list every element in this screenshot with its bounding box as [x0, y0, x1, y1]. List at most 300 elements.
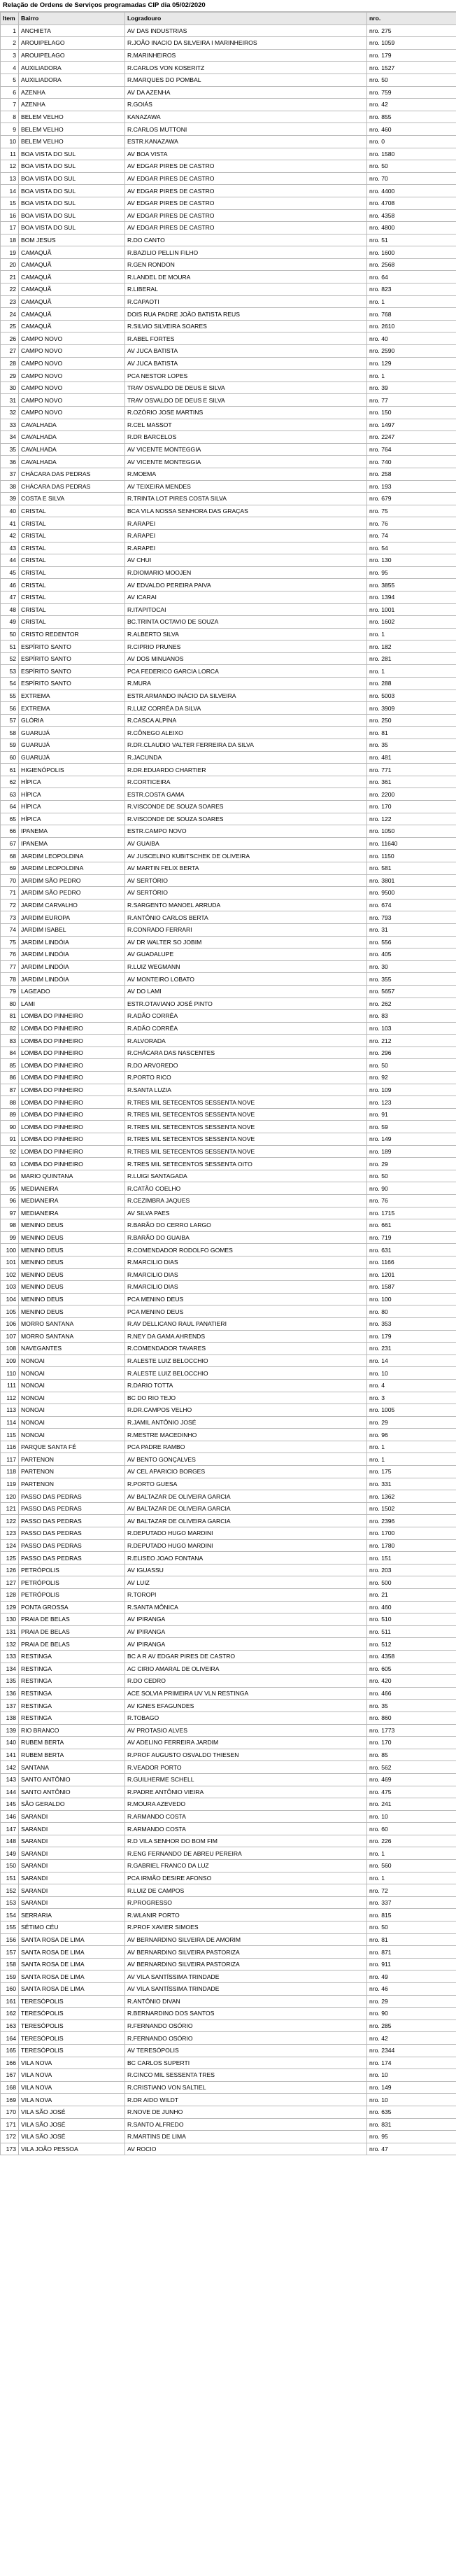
- cell-nro[interactable]: nro. 77: [367, 394, 456, 407]
- cell-bairro[interactable]: TERESÓPOLIS: [19, 1995, 125, 2008]
- cell-logradouro[interactable]: AV BALTAZAR DE OLIVEIRA GARCIA: [125, 1490, 367, 1503]
- cell-logradouro[interactable]: R.TRES MIL SETECENTOS SESSENTA NOVE: [125, 1108, 367, 1121]
- cell-item[interactable]: 2: [1, 37, 19, 50]
- cell-bairro[interactable]: JARDIM EUROPA: [19, 911, 125, 924]
- cell-bairro[interactable]: BOM JESUS: [19, 234, 125, 246]
- cell-logradouro[interactable]: R.ANTÔNIO CARLOS BERTA: [125, 911, 367, 924]
- cell-nro[interactable]: nro. 4708: [367, 197, 456, 209]
- cell-bairro[interactable]: CAVALHADA: [19, 419, 125, 431]
- cell-logradouro[interactable]: AV EDGAR PIRES DE CASTRO: [125, 209, 367, 222]
- cell-bairro[interactable]: MEDIANEIRA: [19, 1182, 125, 1195]
- cell-logradouro[interactable]: AV TERESÓPOLIS: [125, 2044, 367, 2057]
- cell-bairro[interactable]: HÍPICA: [19, 813, 125, 825]
- cell-nro[interactable]: nro. 855: [367, 111, 456, 123]
- cell-logradouro[interactable]: R.DO CANTO: [125, 234, 367, 246]
- cell-item[interactable]: 76: [1, 948, 19, 961]
- cell-logradouro[interactable]: R.CÔNEGO ALEIXO: [125, 727, 367, 739]
- cell-nro[interactable]: nro. 631: [367, 1244, 456, 1256]
- cell-nro[interactable]: nro. 64: [367, 271, 456, 284]
- cell-logradouro[interactable]: AV EDGAR PIRES DE CASTRO: [125, 185, 367, 197]
- cell-bairro[interactable]: CRISTAL: [19, 591, 125, 603]
- cell-bairro[interactable]: SANTA ROSA DE LIMA: [19, 1946, 125, 1959]
- cell-logradouro[interactable]: ACE SOLVIA PRIMEIRA UV VLN RESTINGA: [125, 1687, 367, 1700]
- cell-bairro[interactable]: JARDIM CARVALHO: [19, 899, 125, 911]
- cell-item[interactable]: 155: [1, 1921, 19, 1934]
- cell-nro[interactable]: nro. 4358: [367, 209, 456, 222]
- cell-logradouro[interactable]: R.LUIZ CORRÊA DA SILVA: [125, 702, 367, 715]
- cell-item[interactable]: 116: [1, 1441, 19, 1453]
- cell-nro[interactable]: nro. 21: [367, 1589, 456, 1602]
- cell-nro[interactable]: nro. 10: [367, 2069, 456, 2082]
- cell-logradouro[interactable]: R.ELISEO JOAO FONTANA: [125, 1552, 367, 1564]
- cell-logradouro[interactable]: ESTR.KANAZAWA: [125, 135, 367, 148]
- cell-nro[interactable]: nro. 50: [367, 74, 456, 86]
- cell-item[interactable]: 83: [1, 1035, 19, 1047]
- cell-bairro[interactable]: JARDIM LINDÓIA: [19, 960, 125, 973]
- cell-bairro[interactable]: VILA NOVA: [19, 2069, 125, 2082]
- cell-item[interactable]: 119: [1, 1478, 19, 1490]
- cell-nro[interactable]: nro. 353: [367, 1317, 456, 1330]
- cell-item[interactable]: 145: [1, 1798, 19, 1811]
- cell-logradouro[interactable]: R.ALVORADA: [125, 1035, 367, 1047]
- cell-logradouro[interactable]: R.LUIGI SANTAGADA: [125, 1170, 367, 1182]
- cell-logradouro[interactable]: R.DR BARCELOS: [125, 431, 367, 444]
- cell-item[interactable]: 74: [1, 923, 19, 936]
- cell-logradouro[interactable]: AV JUCA BATISTA: [125, 345, 367, 358]
- cell-logradouro[interactable]: R.DARIO TOTTA: [125, 1379, 367, 1392]
- cell-bairro[interactable]: LOMBA DO PINHEIRO: [19, 1145, 125, 1158]
- cell-bairro[interactable]: SANTA ROSA DE LIMA: [19, 1958, 125, 1970]
- cell-nro[interactable]: nro. 2568: [367, 258, 456, 271]
- cell-item[interactable]: 51: [1, 640, 19, 653]
- cell-nro[interactable]: nro. 170: [367, 801, 456, 813]
- cell-logradouro[interactable]: R.LUIZ WEGMANN: [125, 960, 367, 973]
- cell-logradouro[interactable]: R.SANTO ALFREDO: [125, 2118, 367, 2131]
- cell-logradouro[interactable]: R.PROF XAVIER SIMOES: [125, 1921, 367, 1934]
- cell-bairro[interactable]: PASSO DAS PEDRAS: [19, 1539, 125, 1552]
- cell-nro[interactable]: nro. 4800: [367, 222, 456, 234]
- cell-item[interactable]: 6: [1, 86, 19, 99]
- cell-item[interactable]: 131: [1, 1625, 19, 1638]
- cell-bairro[interactable]: NONOAI: [19, 1379, 125, 1392]
- cell-logradouro[interactable]: AV GUAIBA: [125, 837, 367, 850]
- cell-logradouro[interactable]: R.ADÃO CORRÊA: [125, 1010, 367, 1023]
- cell-nro[interactable]: nro. 764: [367, 443, 456, 456]
- cell-logradouro[interactable]: R.FERNANDO OSÓRIO: [125, 2019, 367, 2032]
- cell-logradouro[interactable]: R.FERNANDO OSÓRIO: [125, 2032, 367, 2045]
- cell-bairro[interactable]: NONOAI: [19, 1392, 125, 1404]
- cell-item[interactable]: 54: [1, 678, 19, 690]
- cell-bairro[interactable]: LOMBA DO PINHEIRO: [19, 1158, 125, 1170]
- cell-bairro[interactable]: LOMBA DO PINHEIRO: [19, 1084, 125, 1096]
- cell-nro[interactable]: nro. 40: [367, 332, 456, 345]
- cell-logradouro[interactable]: R.ITAPITOCAI: [125, 603, 367, 616]
- cell-bairro[interactable]: PRAIA DE BELAS: [19, 1625, 125, 1638]
- cell-logradouro[interactable]: R.ARAPEI: [125, 529, 367, 542]
- cell-logradouro[interactable]: R.MARCILIO DIAS: [125, 1256, 367, 1268]
- cell-logradouro[interactable]: AV VICENTE MONTEGGIA: [125, 456, 367, 468]
- cell-nro[interactable]: nro. 3: [367, 1392, 456, 1404]
- cell-item[interactable]: 15: [1, 197, 19, 209]
- cell-logradouro[interactable]: R.VEADOR PORTO: [125, 1761, 367, 1774]
- cell-nro[interactable]: nro. 1: [367, 628, 456, 640]
- cell-logradouro[interactable]: R.MARCILIO DIAS: [125, 1268, 367, 1281]
- cell-logradouro[interactable]: R.ENG FERNANDO DE ABREU PEREIRA: [125, 1847, 367, 1860]
- cell-item[interactable]: 127: [1, 1576, 19, 1589]
- cell-item[interactable]: 64: [1, 801, 19, 813]
- cell-nro[interactable]: nro. 1005: [367, 1404, 456, 1417]
- cell-nro[interactable]: nro. 288: [367, 678, 456, 690]
- cell-nro[interactable]: nro. 1602: [367, 616, 456, 629]
- cell-bairro[interactable]: IPANEMA: [19, 837, 125, 850]
- cell-item[interactable]: 132: [1, 1638, 19, 1651]
- cell-item[interactable]: 46: [1, 579, 19, 592]
- cell-item[interactable]: 9: [1, 123, 19, 136]
- cell-logradouro[interactable]: R.ALESTE LUIZ BELOCCHIO: [125, 1354, 367, 1367]
- cell-nro[interactable]: nro. 460: [367, 1601, 456, 1614]
- cell-logradouro[interactable]: R.TRES MIL SETECENTOS SESSENTA NOVE: [125, 1096, 367, 1109]
- cell-bairro[interactable]: VILA NOVA: [19, 2057, 125, 2069]
- cell-logradouro[interactable]: R.CEL MASSOT: [125, 419, 367, 431]
- cell-nro[interactable]: nro. 466: [367, 1687, 456, 1700]
- cell-item[interactable]: 56: [1, 702, 19, 715]
- cell-item[interactable]: 99: [1, 1231, 19, 1244]
- cell-nro[interactable]: nro. 3909: [367, 702, 456, 715]
- cell-nro[interactable]: nro. 60: [367, 1823, 456, 1835]
- cell-item[interactable]: 75: [1, 936, 19, 948]
- cell-nro[interactable]: nro. 296: [367, 1046, 456, 1059]
- cell-bairro[interactable]: SARANDI: [19, 1835, 125, 1847]
- cell-bairro[interactable]: RESTINGA: [19, 1650, 125, 1662]
- cell-logradouro[interactable]: R.CONRADO FERRARI: [125, 923, 367, 936]
- cell-bairro[interactable]: BOA VISTA DO SUL: [19, 172, 125, 185]
- cell-nro[interactable]: nro. 2200: [367, 788, 456, 801]
- cell-nro[interactable]: nro. 1700: [367, 1527, 456, 1540]
- cell-bairro[interactable]: PASSO DAS PEDRAS: [19, 1490, 125, 1503]
- cell-item[interactable]: 42: [1, 529, 19, 542]
- cell-bairro[interactable]: CRISTAL: [19, 529, 125, 542]
- cell-logradouro[interactable]: R.COMENDADOR RODOLFO GOMES: [125, 1244, 367, 1256]
- cell-logradouro[interactable]: BC A R AV EDGAR PIRES DE CASTRO: [125, 1650, 367, 1662]
- cell-nro[interactable]: nro. 5657: [367, 985, 456, 997]
- cell-logradouro[interactable]: R.GUILHERME SCHELL: [125, 1773, 367, 1786]
- cell-logradouro[interactable]: R.WLANIR PORTO: [125, 1909, 367, 1921]
- cell-item[interactable]: 115: [1, 1429, 19, 1441]
- cell-item[interactable]: 88: [1, 1096, 19, 1109]
- cell-bairro[interactable]: SERRARIA: [19, 1909, 125, 1921]
- cell-item[interactable]: 43: [1, 542, 19, 554]
- cell-nro[interactable]: nro. 337: [367, 1896, 456, 1909]
- cell-bairro[interactable]: BELEM VELHO: [19, 123, 125, 136]
- cell-item[interactable]: 67: [1, 837, 19, 850]
- cell-logradouro[interactable]: R.BERNARDINO DOS SANTOS: [125, 2008, 367, 2020]
- cell-nro[interactable]: nro. 5003: [367, 690, 456, 702]
- cell-bairro[interactable]: VILA SÃO JOSÉ: [19, 2118, 125, 2131]
- cell-logradouro[interactable]: R.DR.EDUARDO CHARTIER: [125, 764, 367, 776]
- cell-bairro[interactable]: JARDIM SÃO PEDRO: [19, 887, 125, 899]
- cell-nro[interactable]: nro. 510: [367, 1614, 456, 1626]
- cell-nro[interactable]: nro. 275: [367, 24, 456, 37]
- cell-nro[interactable]: nro. 331: [367, 1478, 456, 1490]
- cell-nro[interactable]: nro. 500: [367, 1576, 456, 1589]
- cell-bairro[interactable]: RESTINGA: [19, 1700, 125, 1712]
- cell-nro[interactable]: nro. 581: [367, 862, 456, 874]
- cell-nro[interactable]: nro. 122: [367, 813, 456, 825]
- cell-nro[interactable]: nro. 46: [367, 1983, 456, 1996]
- cell-nro[interactable]: nro. 1: [367, 1847, 456, 1860]
- cell-nro[interactable]: nro. 81: [367, 1933, 456, 1946]
- cell-nro[interactable]: nro. 95: [367, 2131, 456, 2143]
- cell-bairro[interactable]: CAMAQUÃ: [19, 246, 125, 259]
- cell-item[interactable]: 148: [1, 1835, 19, 1847]
- cell-item[interactable]: 124: [1, 1539, 19, 1552]
- cell-bairro[interactable]: HÍPICA: [19, 776, 125, 788]
- cell-nro[interactable]: nro. 2396: [367, 1515, 456, 1527]
- cell-logradouro[interactable]: R.VISCONDE DE SOUZA SOARES: [125, 801, 367, 813]
- cell-nro[interactable]: nro. 475: [367, 1786, 456, 1798]
- cell-logradouro[interactable]: R.CATÃO COELHO: [125, 1182, 367, 1195]
- cell-bairro[interactable]: JARDIM LEOPOLDINA: [19, 850, 125, 862]
- cell-item[interactable]: 160: [1, 1983, 19, 1996]
- cell-item[interactable]: 133: [1, 1650, 19, 1662]
- cell-nro[interactable]: nro. 231: [367, 1343, 456, 1355]
- cell-logradouro[interactable]: AV TEIXEIRA MENDES: [125, 480, 367, 493]
- cell-item[interactable]: 45: [1, 566, 19, 579]
- cell-logradouro[interactable]: BC DO RIO TEJO: [125, 1392, 367, 1404]
- cell-logradouro[interactable]: R.NEY DA GAMA AHRENDS: [125, 1330, 367, 1343]
- cell-nro[interactable]: nro. 83: [367, 1010, 456, 1023]
- cell-logradouro[interactable]: KANAZAWA: [125, 111, 367, 123]
- cell-nro[interactable]: nro. 1497: [367, 419, 456, 431]
- cell-bairro[interactable]: IPANEMA: [19, 825, 125, 838]
- cell-item[interactable]: 100: [1, 1244, 19, 1256]
- cell-item[interactable]: 86: [1, 1072, 19, 1084]
- cell-logradouro[interactable]: PCA PADRE RAMBO: [125, 1441, 367, 1453]
- cell-bairro[interactable]: BOA VISTA DO SUL: [19, 160, 125, 173]
- cell-bairro[interactable]: PASSO DAS PEDRAS: [19, 1552, 125, 1564]
- cell-nro[interactable]: nro. 80: [367, 1306, 456, 1318]
- cell-nro[interactable]: nro. 149: [367, 2081, 456, 2094]
- cell-bairro[interactable]: TERESÓPOLIS: [19, 2032, 125, 2045]
- cell-item[interactable]: 38: [1, 480, 19, 493]
- cell-bairro[interactable]: JARDIM LEOPOLDINA: [19, 862, 125, 874]
- cell-bairro[interactable]: LOMBA DO PINHEIRO: [19, 1010, 125, 1023]
- cell-logradouro[interactable]: R.BARÃO DO GUAIBA: [125, 1231, 367, 1244]
- cell-logradouro[interactable]: AV LUIZ: [125, 1576, 367, 1589]
- cell-nro[interactable]: nro. 469: [367, 1773, 456, 1786]
- cell-logradouro[interactable]: R.SANTA LUZIA: [125, 1084, 367, 1096]
- cell-logradouro[interactable]: R.JOÃO INACIO DA SILVEIRA I MARINHEIROS: [125, 37, 367, 50]
- cell-nro[interactable]: nro. 212: [367, 1035, 456, 1047]
- cell-bairro[interactable]: CHÁCARA DAS PEDRAS: [19, 480, 125, 493]
- cell-nro[interactable]: nro. 793: [367, 911, 456, 924]
- cell-logradouro[interactable]: AV BERNARDINO SILVEIRA DE AMORIM: [125, 1933, 367, 1946]
- cell-item[interactable]: 71: [1, 887, 19, 899]
- cell-nro[interactable]: nro. 1: [367, 1453, 456, 1466]
- cell-item[interactable]: 110: [1, 1367, 19, 1380]
- cell-bairro[interactable]: LAGEADO: [19, 985, 125, 997]
- cell-logradouro[interactable]: AV DR WALTER SO JOBIM: [125, 936, 367, 948]
- cell-item[interactable]: 63: [1, 788, 19, 801]
- cell-item[interactable]: 7: [1, 99, 19, 111]
- cell-bairro[interactable]: AROUIPELAGO: [19, 37, 125, 50]
- cell-nro[interactable]: nro. 1773: [367, 1724, 456, 1737]
- cell-logradouro[interactable]: R.SILVIO SILVEIRA SOARES: [125, 320, 367, 332]
- cell-nro[interactable]: nro. 91: [367, 1108, 456, 1121]
- cell-nro[interactable]: nro. 511: [367, 1625, 456, 1638]
- cell-logradouro[interactable]: R.PORTO RICO: [125, 1072, 367, 1084]
- cell-logradouro[interactable]: ESTR.COSTA GAMA: [125, 788, 367, 801]
- cell-item[interactable]: 165: [1, 2044, 19, 2057]
- cell-item[interactable]: 114: [1, 1416, 19, 1429]
- cell-logradouro[interactable]: R.CRISTIANO VON SALTIEL: [125, 2081, 367, 2094]
- cell-logradouro[interactable]: R.NOVE DE JUNHO: [125, 2106, 367, 2118]
- cell-bairro[interactable]: CRISTAL: [19, 517, 125, 530]
- cell-item[interactable]: 1: [1, 24, 19, 37]
- cell-item[interactable]: 58: [1, 727, 19, 739]
- cell-logradouro[interactable]: R.DO ARVOREDO: [125, 1059, 367, 1072]
- cell-logradouro[interactable]: AV EDGAR PIRES DE CASTRO: [125, 172, 367, 185]
- cell-bairro[interactable]: LOMBA DO PINHEIRO: [19, 1121, 125, 1133]
- cell-logradouro[interactable]: R.CORTICEIRA: [125, 776, 367, 788]
- cell-logradouro[interactable]: R.DEPUTADO HUGO MARDINI: [125, 1527, 367, 1540]
- cell-nro[interactable]: nro. 74: [367, 529, 456, 542]
- cell-nro[interactable]: nro. 285: [367, 2019, 456, 2032]
- cell-logradouro[interactable]: AV MARTIN FELIX BERTA: [125, 862, 367, 874]
- cell-nro[interactable]: nro. 1: [367, 370, 456, 382]
- cell-bairro[interactable]: PARTENON: [19, 1478, 125, 1490]
- cell-item[interactable]: 107: [1, 1330, 19, 1343]
- cell-nro[interactable]: nro. 75: [367, 505, 456, 517]
- cell-nro[interactable]: nro. 1201: [367, 1268, 456, 1281]
- cell-item[interactable]: 92: [1, 1145, 19, 1158]
- cell-nro[interactable]: nro. 109: [367, 1084, 456, 1096]
- cell-item[interactable]: 39: [1, 493, 19, 505]
- cell-nro[interactable]: nro. 759: [367, 86, 456, 99]
- cell-nro[interactable]: nro. 2590: [367, 345, 456, 358]
- cell-nro[interactable]: nro. 1: [367, 1872, 456, 1884]
- cell-item[interactable]: 85: [1, 1059, 19, 1072]
- cell-logradouro[interactable]: R.MURA: [125, 678, 367, 690]
- cell-item[interactable]: 154: [1, 1909, 19, 1921]
- cell-nro[interactable]: nro. 1059: [367, 37, 456, 50]
- cell-bairro[interactable]: CAMPO NOVO: [19, 357, 125, 370]
- cell-bairro[interactable]: EXTREMA: [19, 690, 125, 702]
- cell-item[interactable]: 163: [1, 2019, 19, 2032]
- cell-item[interactable]: 141: [1, 1749, 19, 1761]
- cell-item[interactable]: 87: [1, 1084, 19, 1096]
- cell-nro[interactable]: nro. 30: [367, 960, 456, 973]
- cell-item[interactable]: 4: [1, 62, 19, 74]
- cell-nro[interactable]: nro. 10: [367, 1367, 456, 1380]
- cell-logradouro[interactable]: AV ROCIO: [125, 2143, 367, 2155]
- cell-item[interactable]: 17: [1, 222, 19, 234]
- cell-item[interactable]: 156: [1, 1933, 19, 1946]
- cell-nro[interactable]: nro. 150: [367, 407, 456, 419]
- cell-item[interactable]: 66: [1, 825, 19, 838]
- cell-nro[interactable]: nro. 361: [367, 776, 456, 788]
- cell-item[interactable]: 166: [1, 2057, 19, 2069]
- cell-bairro[interactable]: SANTA ROSA DE LIMA: [19, 1933, 125, 1946]
- cell-bairro[interactable]: HÍPICA: [19, 801, 125, 813]
- cell-bairro[interactable]: RESTINGA: [19, 1687, 125, 1700]
- cell-bairro[interactable]: SANTANA: [19, 1761, 125, 1774]
- cell-bairro[interactable]: RIO BRANCO: [19, 1724, 125, 1737]
- cell-nro[interactable]: nro. 1050: [367, 825, 456, 838]
- cell-item[interactable]: 139: [1, 1724, 19, 1737]
- cell-bairro[interactable]: LOMBA DO PINHEIRO: [19, 1072, 125, 1084]
- cell-logradouro[interactable]: AV IPIRANGA: [125, 1638, 367, 1651]
- cell-logradouro[interactable]: R.MARTINS DE LIMA: [125, 2131, 367, 2143]
- cell-bairro[interactable]: NONOAI: [19, 1354, 125, 1367]
- cell-item[interactable]: 12: [1, 160, 19, 173]
- cell-nro[interactable]: nro. 3855: [367, 579, 456, 592]
- column-header-bairro[interactable]: Bairro: [19, 13, 125, 25]
- cell-bairro[interactable]: NONOAI: [19, 1404, 125, 1417]
- cell-item[interactable]: 36: [1, 456, 19, 468]
- cell-bairro[interactable]: PASSO DAS PEDRAS: [19, 1515, 125, 1527]
- cell-logradouro[interactable]: R.CIPRIO PRUNES: [125, 640, 367, 653]
- cell-logradouro[interactable]: BC.TRINTA OCTAVIO DE SOUZA: [125, 616, 367, 629]
- cell-bairro[interactable]: MENINO DEUS: [19, 1219, 125, 1232]
- cell-logradouro[interactable]: R.AV DELLICANO RAUL PANATIERI: [125, 1317, 367, 1330]
- cell-bairro[interactable]: MEDIANEIRA: [19, 1195, 125, 1208]
- column-header-nro[interactable]: nro.: [367, 13, 456, 25]
- cell-item[interactable]: 16: [1, 209, 19, 222]
- cell-bairro[interactable]: MENINO DEUS: [19, 1306, 125, 1318]
- cell-item[interactable]: 89: [1, 1108, 19, 1121]
- cell-nro[interactable]: nro. 1502: [367, 1502, 456, 1515]
- cell-item[interactable]: 18: [1, 234, 19, 246]
- cell-nro[interactable]: nro. 10: [367, 1810, 456, 1823]
- cell-bairro[interactable]: VILA SÃO JOSÉ: [19, 2131, 125, 2143]
- cell-logradouro[interactable]: AV PROTASIO ALVES: [125, 1724, 367, 1737]
- cell-item[interactable]: 151: [1, 1872, 19, 1884]
- cell-logradouro[interactable]: R.TRES MIL SETECENTOS SESSENTA NOVE: [125, 1133, 367, 1146]
- cell-logradouro[interactable]: R.JACUNDA: [125, 751, 367, 764]
- cell-logradouro[interactable]: R.MOEMA: [125, 468, 367, 480]
- cell-bairro[interactable]: MENINO DEUS: [19, 1293, 125, 1306]
- cell-nro[interactable]: nro. 281: [367, 652, 456, 665]
- cell-item[interactable]: 108: [1, 1343, 19, 1355]
- cell-logradouro[interactable]: AV BENTO GONÇALVES: [125, 1453, 367, 1466]
- cell-bairro[interactable]: CAMPO NOVO: [19, 394, 125, 407]
- cell-logradouro[interactable]: R.ARAPEI: [125, 517, 367, 530]
- cell-nro[interactable]: nro. 29: [367, 1995, 456, 2008]
- cell-item[interactable]: 70: [1, 874, 19, 887]
- cell-nro[interactable]: nro. 1: [367, 295, 456, 308]
- cell-logradouro[interactable]: PCA MENINO DEUS: [125, 1306, 367, 1318]
- cell-bairro[interactable]: RESTINGA: [19, 1662, 125, 1675]
- cell-item[interactable]: 28: [1, 357, 19, 370]
- cell-logradouro[interactable]: R.ANTÔNIO DIVAN: [125, 1995, 367, 2008]
- cell-item[interactable]: 3: [1, 49, 19, 62]
- cell-bairro[interactable]: NAVEGANTES: [19, 1343, 125, 1355]
- cell-logradouro[interactable]: R.CHÁCARA DAS NASCENTES: [125, 1046, 367, 1059]
- cell-logradouro[interactable]: R.DO CEDRO: [125, 1675, 367, 1688]
- cell-item[interactable]: 157: [1, 1946, 19, 1959]
- cell-nro[interactable]: nro. 50: [367, 1059, 456, 1072]
- cell-item[interactable]: 26: [1, 332, 19, 345]
- cell-bairro[interactable]: CRISTAL: [19, 579, 125, 592]
- cell-logradouro[interactable]: AV EDVALDO PEREIRA PAIVA: [125, 579, 367, 592]
- cell-item[interactable]: 150: [1, 1860, 19, 1872]
- cell-bairro[interactable]: AUXILIADORA: [19, 62, 125, 74]
- cell-bairro[interactable]: AZENHA: [19, 99, 125, 111]
- cell-nro[interactable]: nro. 674: [367, 899, 456, 911]
- cell-nro[interactable]: nro. 4400: [367, 185, 456, 197]
- cell-logradouro[interactable]: R.PADRE ANTÔNIO VIEIRA: [125, 1786, 367, 1798]
